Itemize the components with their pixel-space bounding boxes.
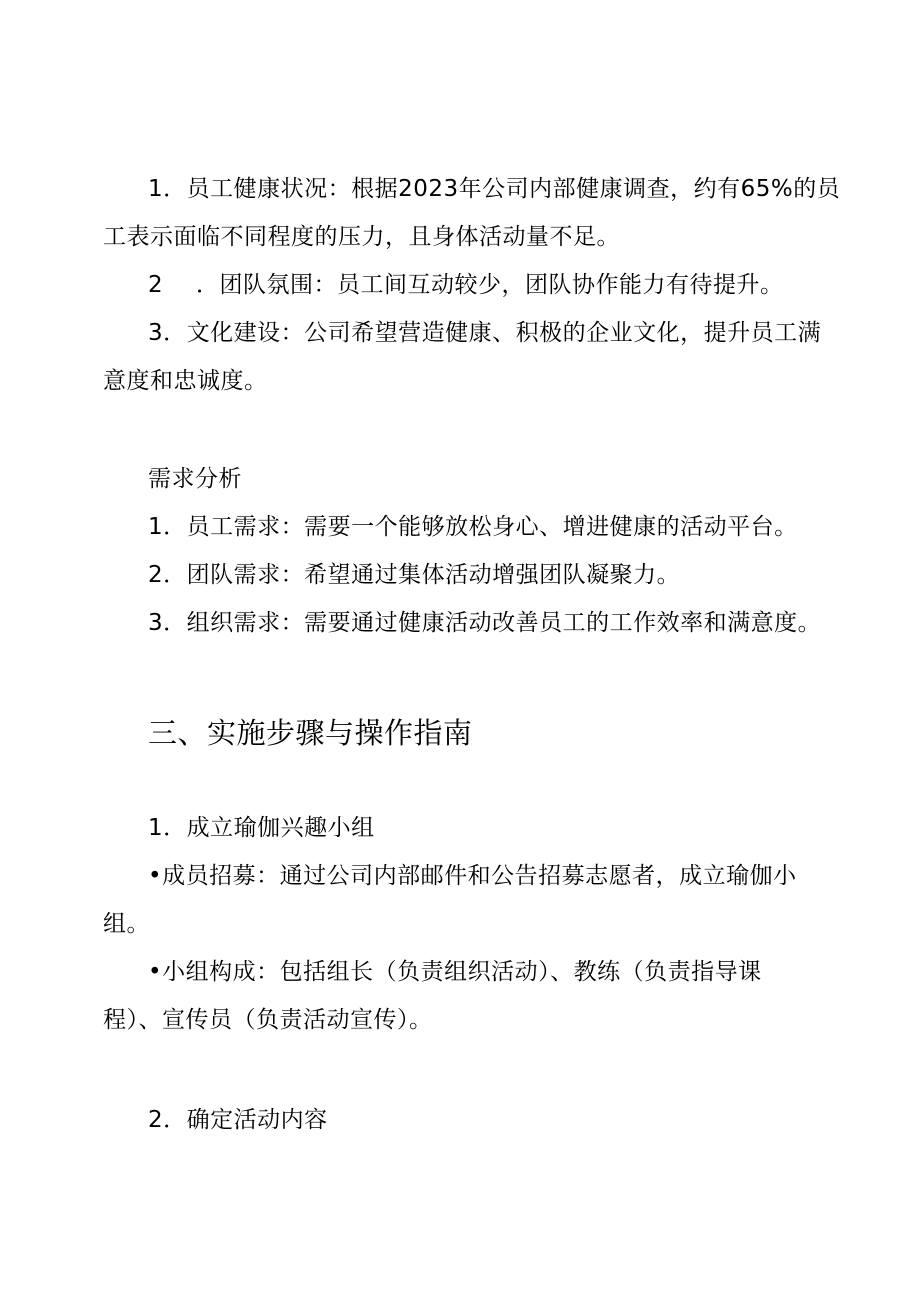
background-item-2-number: 2: [148, 272, 164, 298]
needs-analysis-title: 需求分析: [148, 466, 242, 492]
bullet-member-recruitment-line-1: •成员招募：通过公司内部邮件和公告招募志愿者，成立瑜伽小: [148, 863, 797, 889]
bullet-group-composition-line-2: 程）、宣传员（负责活动宣传）。: [103, 1007, 433, 1033]
needs-item-3: 3．组织需求：需要通过健康活动改善员工的工作效率和满意度。: [148, 610, 822, 636]
bullet-member-recruitment-line-2: 组。: [103, 911, 150, 937]
bullet-group-composition-line-1: •小组构成：包括组长（负责组织活动）、教练（负责指导课: [148, 959, 762, 985]
background-item-3-line-1: 3．文化建设：公司希望营造健康、积极的企业文化，提升员工满: [148, 320, 822, 346]
section-3-heading: 三、实施步骤与操作指南: [148, 716, 473, 750]
needs-item-2: 2．团队需求：希望通过集体活动增强团队凝聚力。: [148, 562, 681, 588]
step-1-title: 1．成立瑜伽兴趣小组: [148, 815, 375, 841]
background-item-1-line-2: 工表示面临不同程度的压力，且身体活动量不足。: [103, 224, 620, 250]
background-item-1-line-1: 1．员工健康状况：根据2023年公司内部健康调查，约有65%的员: [148, 176, 841, 202]
step-2-title: 2．确定活动内容: [148, 1107, 328, 1133]
needs-item-1: 1．员工需求：需要一个能够放松身心、增进健康的活动平台。: [148, 514, 798, 540]
background-item-3-line-2: 意度和忠诚度。: [103, 368, 268, 394]
background-item-2-text: ．团队氛围：员工间互动较少，团队协作能力有待提升。: [196, 272, 784, 298]
